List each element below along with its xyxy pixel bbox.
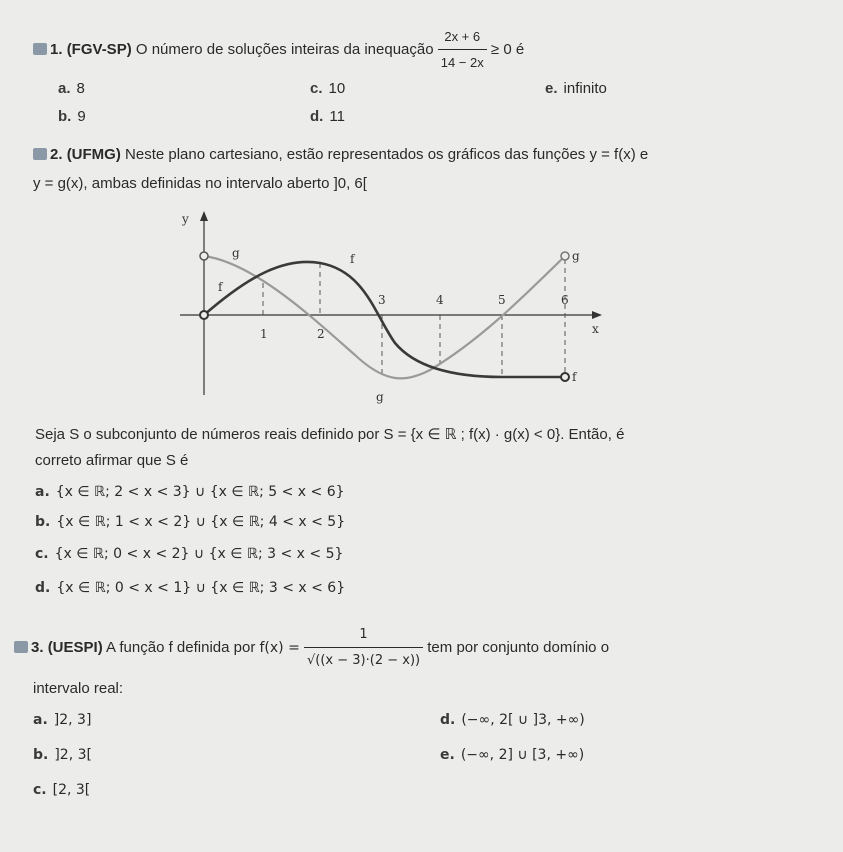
checkbox-icon [33, 148, 47, 160]
q2-text-line1: Neste plano cartesiano, estão representados os gráficos das funções y = f(x) e [125, 146, 649, 163]
label-f-left: f [218, 280, 223, 294]
g-open-endpoint-right [561, 252, 569, 260]
q3-text: A função f definida por [106, 638, 256, 656]
q3-text-line2: intervalo real: [33, 680, 124, 697]
q3-number: 3. [31, 638, 44, 656]
x-axis-label: x [592, 322, 599, 336]
q3-fraction [304, 624, 423, 672]
curve-f [204, 262, 565, 377]
q3-frac-den: √((x − 3)·(2 − x)) [307, 653, 421, 668]
q1-ineq: ≥ 0 [490, 40, 512, 58]
f-open-endpoint-right [561, 373, 569, 381]
q1-number: 1. [50, 40, 63, 58]
checkbox-icon [14, 641, 28, 653]
q3-source: (UESPI) [47, 638, 103, 656]
q2-number: 2. [50, 146, 63, 163]
label-g-bottom: g [376, 390, 384, 404]
q1-option-a[interactable]: a. 8 [58, 80, 85, 97]
q1-option-c[interactable]: c. 10 [310, 80, 346, 97]
f-open-endpoint-left [200, 311, 208, 319]
q2-set-text2: correto afirmar que S é [35, 452, 189, 469]
q1-text: O número de soluções inteiras da inequação [135, 40, 434, 58]
label-g-top: g [232, 246, 240, 260]
q3-frac-num: 1 [304, 624, 423, 648]
q2-option-c[interactable]: c. {x ∈ ℝ; 0 < x < 2} ∪ {x ∈ ℝ; 3 < x < 5} [35, 546, 344, 562]
x-axis-arrow-icon [592, 311, 602, 319]
q3-option-a[interactable]: a. ]2, 3] [33, 712, 92, 728]
q2-statement [33, 144, 833, 166]
q1-source: (FGV-SP) [66, 40, 132, 58]
q2-option-b[interactable]: b. {x ∈ ℝ; 1 < x < 2} ∪ {x ∈ ℝ; 4 < x < 5} [35, 514, 346, 530]
q1-frac-den: 14 − 2x [440, 55, 484, 70]
tick-label-1: 1 [260, 327, 268, 341]
label-g-right: g [572, 249, 580, 263]
checkbox-icon [33, 43, 47, 55]
q1-fraction [438, 26, 487, 74]
q1-tail: é [515, 40, 525, 58]
q2-option-a[interactable]: a. {x ∈ ℝ; 2 < x < 3} ∪ {x ∈ ℝ; 5 < x < 6} [35, 484, 345, 500]
q2-text-line2: y = g(x), ambas definidas no intervalo aberto ]0, 6[ [33, 175, 367, 192]
tick-label-2: 2 [317, 327, 325, 341]
tick-label-5: 5 [498, 293, 506, 307]
tick-label-3: 3 [378, 293, 386, 307]
q3-option-e[interactable]: e. (−∞, 2] ∪ [3, +∞) [440, 747, 585, 763]
q3-tail: tem por conjunto domínio o [427, 638, 610, 656]
tick-label-6: 6 [561, 293, 569, 307]
y-axis-label: y [182, 212, 189, 226]
q2-option-d[interactable]: d. {x ∈ ℝ; 0 < x < 1} ∪ {x ∈ ℝ; 3 < x < 6} [35, 580, 346, 596]
q3-option-b[interactable]: b. ]2, 3[ [33, 747, 92, 763]
q1-option-d[interactable]: d. 11 [310, 108, 345, 125]
q3-statement [14, 624, 839, 672]
y-axis-arrow-icon [200, 211, 208, 221]
q2-set-text: Seja S o subconjunto de números reais definido por S = {x ∈ ℝ ; f(x) · g(x) < 0}. Então, é [35, 426, 625, 443]
q1-statement [33, 26, 833, 74]
tick-label-4: 4 [436, 293, 444, 307]
q3-option-c[interactable]: c. [2, 3[ [33, 782, 91, 798]
label-f-right: f [572, 370, 577, 384]
q1-option-b[interactable]: b. 9 [58, 108, 86, 125]
q1-frac-num: 2x + 6 [438, 26, 487, 50]
q2-source: (UFMG) [66, 146, 121, 163]
q1-option-e[interactable]: e. infinito [545, 80, 607, 97]
q2-graph [160, 205, 620, 410]
q3-func-lhs: f(x) = [259, 639, 300, 656]
q3-option-d[interactable]: d. (−∞, 2[ ∪ ]3, +∞) [440, 712, 585, 728]
label-f-top: f [350, 252, 355, 266]
g-open-endpoint-left [200, 252, 208, 260]
